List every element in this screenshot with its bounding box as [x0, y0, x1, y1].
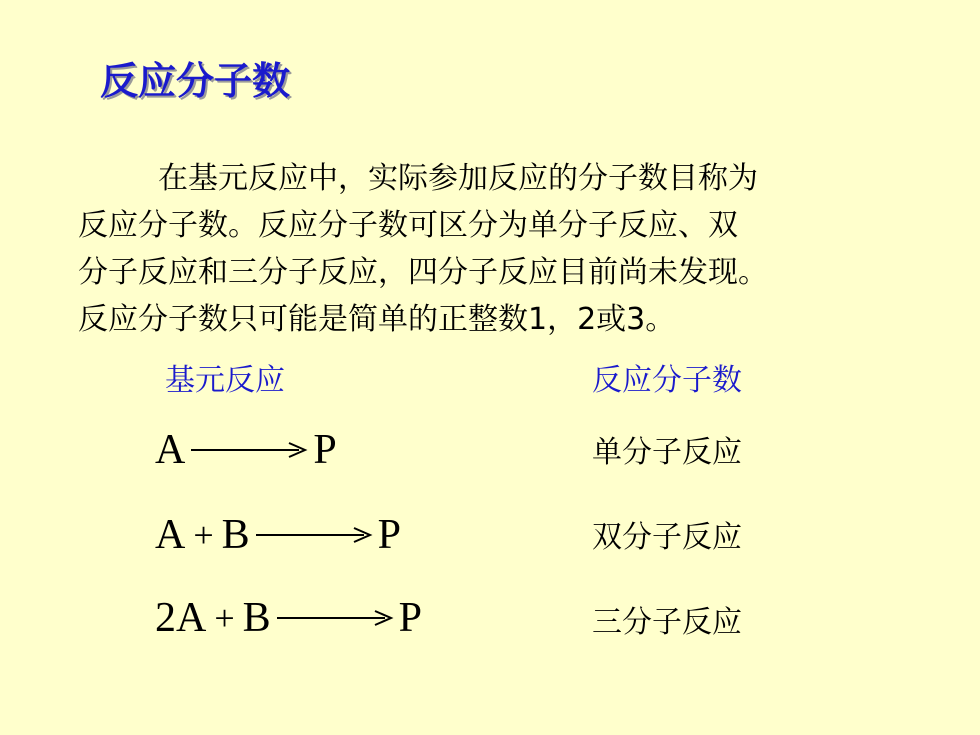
- reaction-arrow-icon: [189, 440, 309, 460]
- reactant: A: [155, 512, 186, 558]
- molecularity-label-1: 单分子反应: [592, 435, 742, 470]
- paragraph-line-1: 在基元反应中，实际参加反应的分子数目称为: [158, 161, 758, 196]
- header-molecularity: 反应分子数: [592, 363, 742, 398]
- product: P: [313, 427, 337, 473]
- paragraph-line-3: 分子反应和三分子反应，四分子反应目前尚未发现。: [78, 255, 768, 290]
- reactant: B: [242, 595, 271, 641]
- molecularity-label-3: 三分子反应: [592, 605, 742, 640]
- reactant: B: [221, 512, 250, 558]
- reaction-equation-2: [155, 510, 401, 560]
- paragraph-line-2: 反应分子数。反应分子数可区分为单分子反应、双: [78, 208, 738, 243]
- reaction-equation-1: [155, 425, 337, 475]
- reactant: A: [155, 427, 186, 473]
- slide-title: 反应分子数: [100, 59, 291, 103]
- plus-sign: +: [193, 515, 214, 555]
- paragraph-line-4: 反应分子数只可能是简单的正整数1，2或3。: [78, 302, 676, 337]
- reaction-arrow-icon: [275, 608, 395, 628]
- molecularity-label-2: 双分子反应: [592, 520, 742, 555]
- header-elementary-reaction: 基元反应: [165, 363, 285, 398]
- product: P: [377, 512, 402, 558]
- product: P: [398, 595, 423, 641]
- reaction-equation-3: [155, 593, 422, 643]
- reactant: 2A: [155, 595, 207, 641]
- reaction-arrow-icon: [254, 525, 374, 545]
- description-paragraph: [78, 155, 958, 343]
- plus-sign: +: [214, 598, 235, 638]
